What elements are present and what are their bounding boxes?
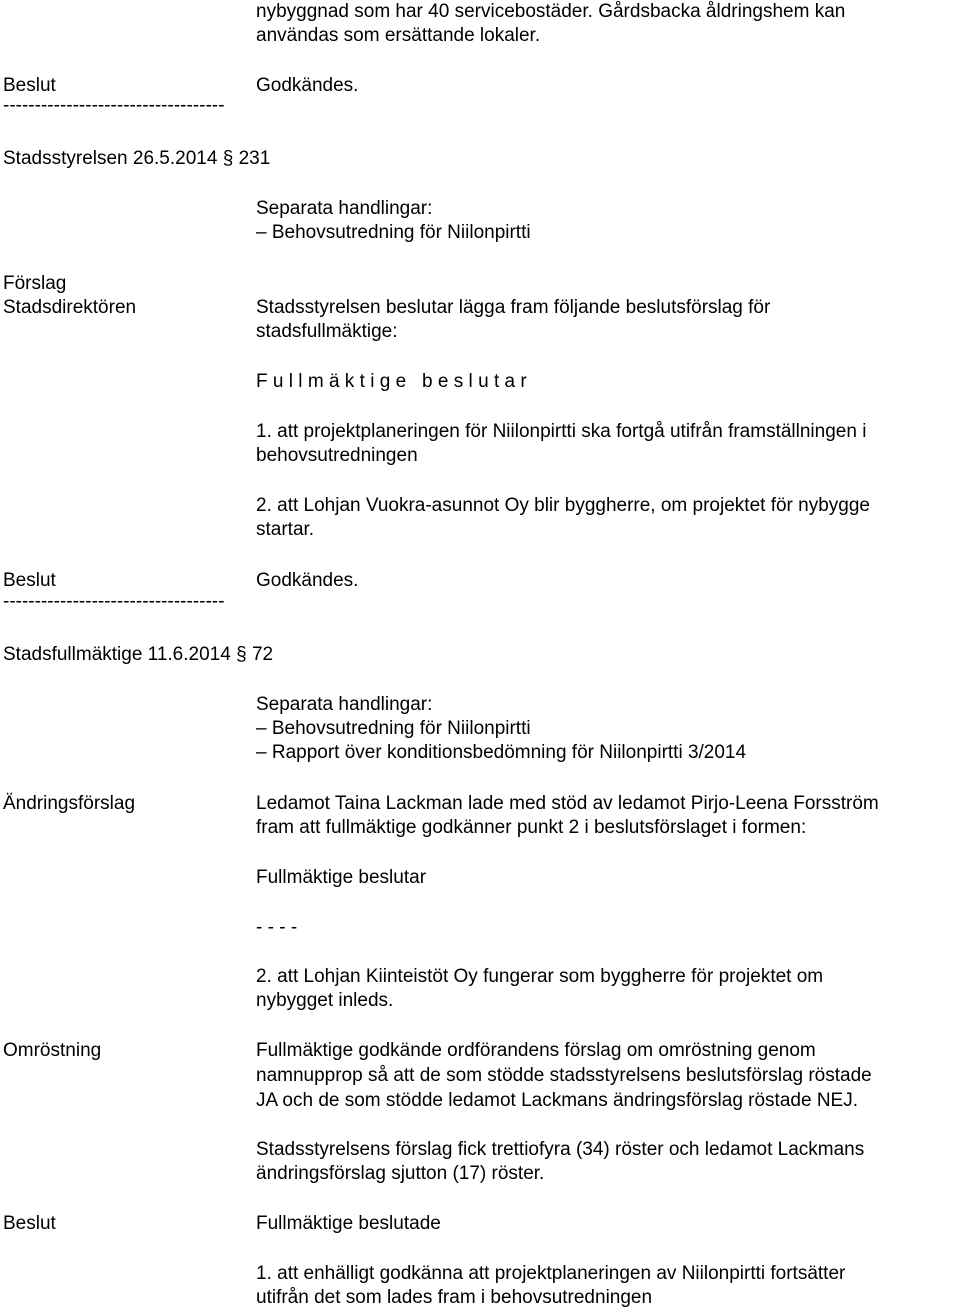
- separator-line: -----------------------------------: [3, 591, 225, 612]
- proposal-author-label: Stadsdirektören: [3, 297, 137, 318]
- attachments-label: Separata handlingar:: [256, 198, 433, 219]
- section-heading-fullmaktige: [3, 643, 273, 667]
- decision-value: Fullmäktige beslutade: [256, 1213, 441, 1234]
- intro-text-line: användas som ersättande lokaler.: [256, 25, 541, 46]
- paragraph-number: 72: [251, 644, 274, 665]
- list-item-line: behovsutredningen: [256, 445, 418, 466]
- decision-value: Godkändes.: [256, 75, 359, 96]
- vote-text-line: JA och de som stödde ledamot Lackmans ändringsförslag röstade NEJ.: [256, 1090, 858, 1111]
- list-item-line: utifrån det som lades fram i behovsutredningen: [256, 1287, 653, 1308]
- vote-text-line: Fullmäktige godkände ordförandens förslag om omröstning genom: [256, 1040, 816, 1061]
- paragraph-number: 231: [238, 148, 271, 169]
- list-item-line: nybygget inleds.: [256, 990, 394, 1011]
- decision-label: Beslut: [3, 1213, 56, 1234]
- amendment-label: Ändringsförslag: [3, 793, 136, 814]
- vote-label: Omröstning: [3, 1040, 102, 1061]
- vote-result-line: ändringsförslag sjutton (17) röster.: [256, 1163, 545, 1184]
- list-item-line: 2. att Lohjan Vuokra-asunnot Oy blir byggherre, om projektet för nybygge: [256, 495, 870, 516]
- attachment-item: – Rapport över konditionsbedömning för Niilonpirtti 3/2014: [256, 742, 747, 763]
- meeting-date: Stadsfullmäktige 11.6.2014: [3, 644, 231, 665]
- proposal-label: Förslag: [3, 273, 67, 294]
- vote-text-line: namnupprop så att de som stödde stadsstyrelsens beslutsförslag röstade: [256, 1065, 872, 1086]
- decision-heading-spaced: Fullmäktige beslutar: [256, 371, 533, 392]
- amendment-text-line: Ledamot Taina Lackman lade med stöd av ledamot Pirjo-Leena Forsström: [256, 793, 879, 814]
- list-item-line: 1. att enhälligt godkänna att projektplaneringen av Niilonpirtti fortsätter: [256, 1263, 846, 1284]
- decision-label: Beslut: [3, 75, 56, 96]
- amendment-text-line: fram att fullmäktige godkänner punkt 2 i beslutsförslaget i formen:: [256, 817, 807, 838]
- section-heading-stadsstyrelsen: [3, 147, 270, 171]
- vote-result-line: Stadsstyrelsens förslag fick trettiofyra (34) röster och ledamot Lackmans: [256, 1139, 865, 1160]
- proposal-text-line: stadsfullmäktige:: [256, 321, 398, 342]
- meeting-date: Stadsstyrelsen 26.5.2014: [3, 148, 218, 169]
- attachment-item: – Behovsutredning för Niilonpirtti: [256, 718, 531, 739]
- attachments-label: Separata handlingar:: [256, 694, 433, 715]
- amendment-heading: Fullmäktige beslutar: [256, 867, 427, 888]
- proposal-text-line: Stadsstyrelsen beslutar lägga fram följande beslutsförslag för: [256, 297, 771, 318]
- separator-line: -----------------------------------: [3, 95, 225, 116]
- intro-text-line: nybyggnad som har 40 servicebostäder. Gårdsbacka åldringshem kan: [256, 1, 846, 22]
- paragraph-sign: §: [236, 644, 247, 665]
- list-item-line: 1. att projektplaneringen för Niilonpirtti ska fortgå utifrån framställningen i: [256, 421, 867, 442]
- omission-dashes: - - - -: [256, 917, 298, 938]
- paragraph-sign: §: [222, 148, 234, 169]
- attachment-item: – Behovsutredning för Niilonpirtti: [256, 222, 531, 243]
- decision-value: Godkändes.: [256, 570, 359, 591]
- decision-label: Beslut: [3, 570, 56, 591]
- list-item-line: 2. att Lohjan Kiinteistöt Oy fungerar som byggherre för projektet om: [256, 966, 824, 987]
- list-item-line: startar.: [256, 519, 315, 540]
